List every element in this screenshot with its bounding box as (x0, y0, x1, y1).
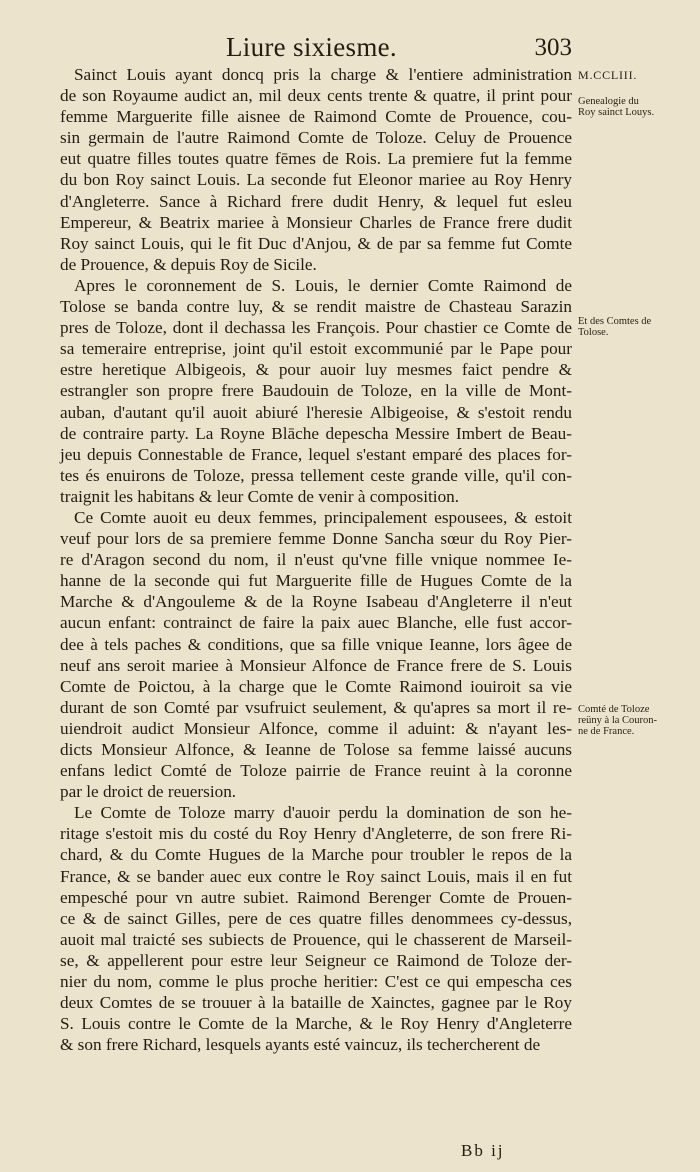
text-line: de contraire party. La Royne Blāche depescha Messire Imbert de Beau- (60, 423, 572, 443)
text-line: Ce Comte auoit eu deux femmes, principalement espousees, & estoit (74, 507, 572, 527)
paragraph (60, 275, 572, 507)
margin-note-comtes (578, 316, 690, 338)
text-line: Empereur, & Beatrix mariee à Monsieur Charles de France frere dudit (60, 212, 572, 232)
text-line: chard, & du Comte Hugues de la Marche pour troubler le repos de la (60, 845, 572, 865)
page-number: 303 (534, 34, 572, 61)
text-line: femme Marguerite fille aisnee de Raimond Comte de Prouence, cou- (60, 107, 572, 127)
page-header (76, 32, 572, 68)
text-line: Roy sainct Louis, qui le fit Duc d'Anjou, & de par sa femme fut Comte (60, 233, 572, 253)
margin-note-reunion (578, 704, 690, 737)
margin-note-line: reüny à la Couron- (578, 715, 658, 726)
text-line: re d'Aragon second du nom, il n'eust qu'vne fille vnique nommee Ie- (60, 550, 572, 570)
text-line: Sainct Louis ayant doncq pris la charge & l'entiere administration (74, 65, 572, 84)
text-line: neuf ans seroit mariee à Monsieur Alfonce de France frere de S. Louis (60, 655, 572, 675)
text-line: Tolose se banda contre luy, & se rendit maistre de Chasteau Sarazin (60, 297, 572, 317)
text-line: durant de son Comté par vsufruict seulement, & qu'apres sa mort il re- (60, 697, 572, 717)
text-line: de son Royaume audict an, mil deux cents trente & quatre, il print pour (60, 86, 572, 106)
paragraph (60, 64, 572, 275)
text-line: deux Comtes de se trouuer à la bataille de Xainctes, gagnee par le Roy (60, 993, 572, 1013)
margin-note-line: Et des Comtes de (578, 316, 652, 327)
text-line: uiendroit audict Monsieur Alfonce, comme il aduint: & n'ayant les- (60, 718, 572, 738)
text-line: Apres le coronnement de S. Louis, le dernier Comte Raimond de (74, 275, 572, 295)
text-line: Le Comte de Toloze marry d'auoir perdu la domination de son he- (74, 803, 572, 823)
text-line: hanne de la seconde qui fut Marguerite fille de Hugues Comte de la (60, 571, 572, 591)
signature-mark: Bb ij (461, 1141, 505, 1160)
text-line: pres de Toloze, dont il dechassa les François. Pour chastier ce Comte de (60, 318, 572, 338)
text-line: dee à tels paches & conditions, que sa fille vnique Ieanne, lors âgee de (60, 634, 572, 654)
text-line: ritage s'estoit mis du costé du Roy Henry d'Angleterre, de son frere Ri- (60, 824, 572, 844)
paragraph (60, 507, 572, 802)
text-line: dicts Monsieur Alfonce, & Ieanne de Tolose sa femme laissé aucuns (60, 740, 572, 759)
text-line: France, & se bander auec eux contre le Roy sainct Louis, mais il en fut (60, 866, 572, 886)
text-line: & son frere Richard, lesquels ayants esté vaincuz, ils techercherent de (60, 1035, 541, 1055)
margin-note-genealogy (578, 96, 690, 118)
text-line: veuf pour lors de sa premiere femme Donne Sancha sœur du Roy Pier- (60, 529, 572, 549)
body-text (60, 64, 572, 1055)
text-line: Marche & d'Angouleme & de la Royne Isabeau d'Angleterre il n'eut (60, 592, 572, 612)
text-line: Comte de Poictou, à la charge que le Comte Raimond iouiroit sa vie (60, 676, 572, 696)
margin-note-line: Comté de Toloze (578, 704, 650, 715)
text-line: tes és enuirons de Toloze, pressa tellement ceste grande ville, qu'il con- (60, 465, 572, 485)
text-line: sin germain de l'autre Raimond Comte de Toloze. Celuy de Prouence (60, 128, 572, 148)
text-line: de Prouence, & depuis Roy de Sicile. (60, 254, 317, 274)
text-line: jeu depuis Connestable de France, lequel s'estant emparé des places for- (60, 444, 572, 464)
text-line: auoit mal traicté ses subiects de Prouence, qui le chasserent de Marseil- (60, 929, 572, 949)
paragraph (60, 802, 572, 1055)
margin-note-year: M.CCLIII. (578, 68, 638, 82)
text-line: nier du nom, comme le plus proche heritier: C'est ce qui empescha ces (60, 972, 572, 992)
margin-note-line: Tolose. (578, 327, 609, 338)
text-line: estre heretique Albigeois, & pour auoir luy mesmes faict pendre & (60, 360, 572, 380)
text-line: sa temeraire entreprise, joint qu'il estoit excommunié par le Pape pour (60, 339, 572, 359)
text-line: aucun enfant: contrainct de faire la paix auec Blanche, elle fust accor- (60, 613, 572, 633)
text-line: du bon Roy sainct Louis. La seconde fut Eleonor mariee au Roy Henry (60, 170, 572, 190)
text-line: se, & appellerent pour estre leur Seigneur ce Raimond de Toloze der- (60, 950, 572, 970)
text-line: par le droict de reuersion. (60, 782, 237, 802)
text-line: traignit les habitans & leur Comte de venir à composition. (60, 486, 460, 506)
text-line: enfans ledict Comté de Toloze pairrie de France reuint à la coronne (60, 761, 572, 781)
text-line: ce & de sainct Gilles, pere de ces quatre filles denommees cy-dessus, (60, 908, 572, 928)
margin-note-line: Genealogie du (578, 96, 639, 107)
text-line: empesché pour vn autre subiet. Raimond Berenger Comte de Prouen- (60, 887, 572, 907)
text-line: estrangler son propre frere Baudouin de Toloze, en la ville de Mont- (60, 381, 572, 401)
text-line: auban, d'autant qu'il auoit abiuré l'heresie Albigeoise, & s'estoit rendu (60, 402, 572, 422)
text-line: eut quatre filles toutes quatre fēmes de Rois. La premiere fut la femme (60, 149, 572, 169)
margin-note-line: ne de France. (578, 726, 635, 737)
margin-note-line: Roy sainct Louys. (578, 107, 655, 118)
running-title: Liure sixiesme. (226, 32, 397, 62)
text-line: S. Louis contre le Comte de la Marche, & le Roy Henry d'Angleterre (60, 1014, 572, 1034)
text-line: d'Angleterre. Sance à Richard frere dudit Henry, & lequel fut esleu (60, 191, 572, 211)
